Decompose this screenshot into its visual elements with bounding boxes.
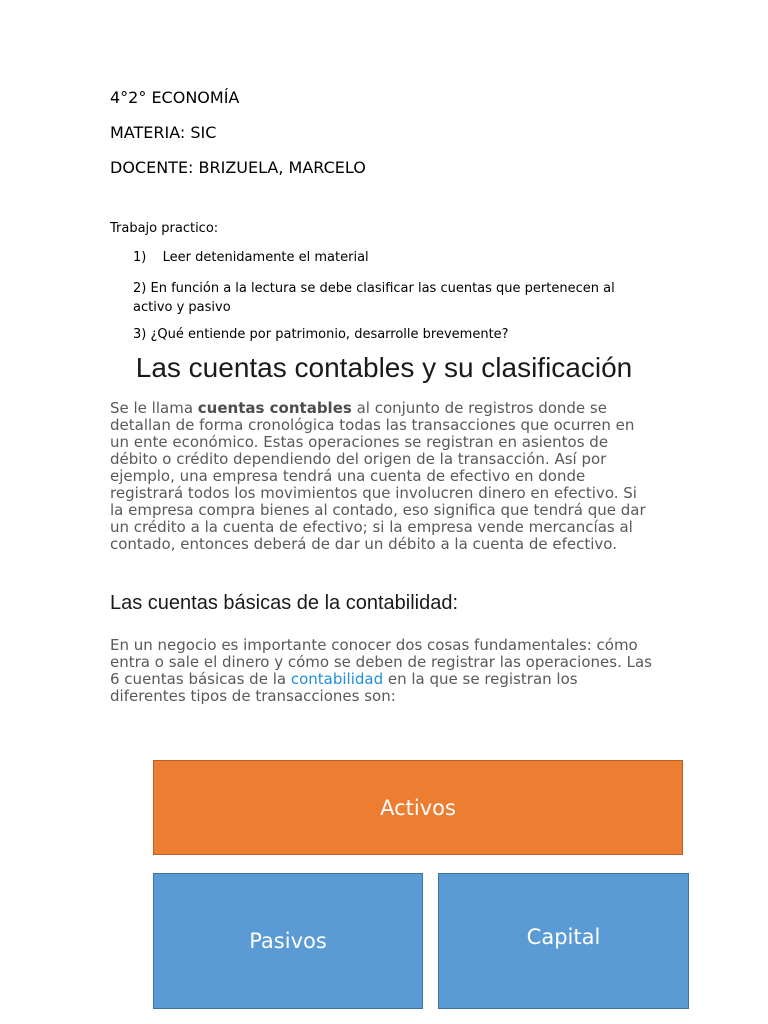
contabilidad-link[interactable]: contabilidad [290,670,384,688]
assignment-label: Trabajo practico: [110,221,219,236]
assignment-item [133,250,369,265]
second-paragraph [110,637,655,705]
p2-rest: en la que se registran los diferentes tipos de transacciones son: [110,670,578,705]
intro-paragraph [110,400,655,553]
intro-bold-term: cuentas contables [197,399,352,417]
item-number: 2) [133,281,147,296]
article-title: Las cuentas contables y su clasificación [135,352,633,383]
section-subtitle: Las cuentas básicas de la contabilidad: [110,592,459,614]
item-text: Leer detenidamente el material [162,250,369,265]
item-text: En función a la lectura se debe clasificar las cuentas que pertenecen al activo y pasivo [133,281,615,315]
capital-label: Capital [526,925,601,949]
activos-box [153,760,683,855]
activos-label: Activos [380,795,456,820]
pasivos-label: Pasivos [249,929,327,953]
item-number: 1) [133,250,147,265]
teacher-heading: DOCENTE: BRIZUELA, MARCELO [110,158,366,177]
capital-box [438,873,689,1009]
item-text: ¿Qué entiende por patrimonio, desarrolle brevemente? [150,327,509,342]
intro-prefix: Se le llama [110,399,198,417]
assignment-item [133,279,653,317]
intro-rest: al conjunto de registros donde se detallan de forma cronológica todas las transacciones que ocurren en un ente económico. Estas operaciones se registran en asientos de débito o crédito dependiendo del origen de la transacción. Así por ejemplo, una empresa tendrá una cuenta de efectivo en donde registrará todos los movimientos que involucren dinero en efectivo. Si la empresa compra bienes al contado, eso significa que tendrá que dar un crédito a la cuenta de efectivo; si la empresa vende mercancías al contado, entonces deberá de dar un débito a la cuenta de efectivo. [110,399,646,553]
item-number: 3) [133,327,147,342]
course-heading: 4°2° ECONOMÍA [110,88,240,107]
assignment-item [133,327,509,342]
pasivos-box [153,873,423,1009]
subject-heading: MATERIA: SIC [110,123,217,142]
p2-prefix: En un negocio es importante conocer dos cosas fundamentales: cómo entra o sale el dinero y cómo se deben de registrar las operaciones. Las 6 cuentas básicas de la [110,636,652,688]
